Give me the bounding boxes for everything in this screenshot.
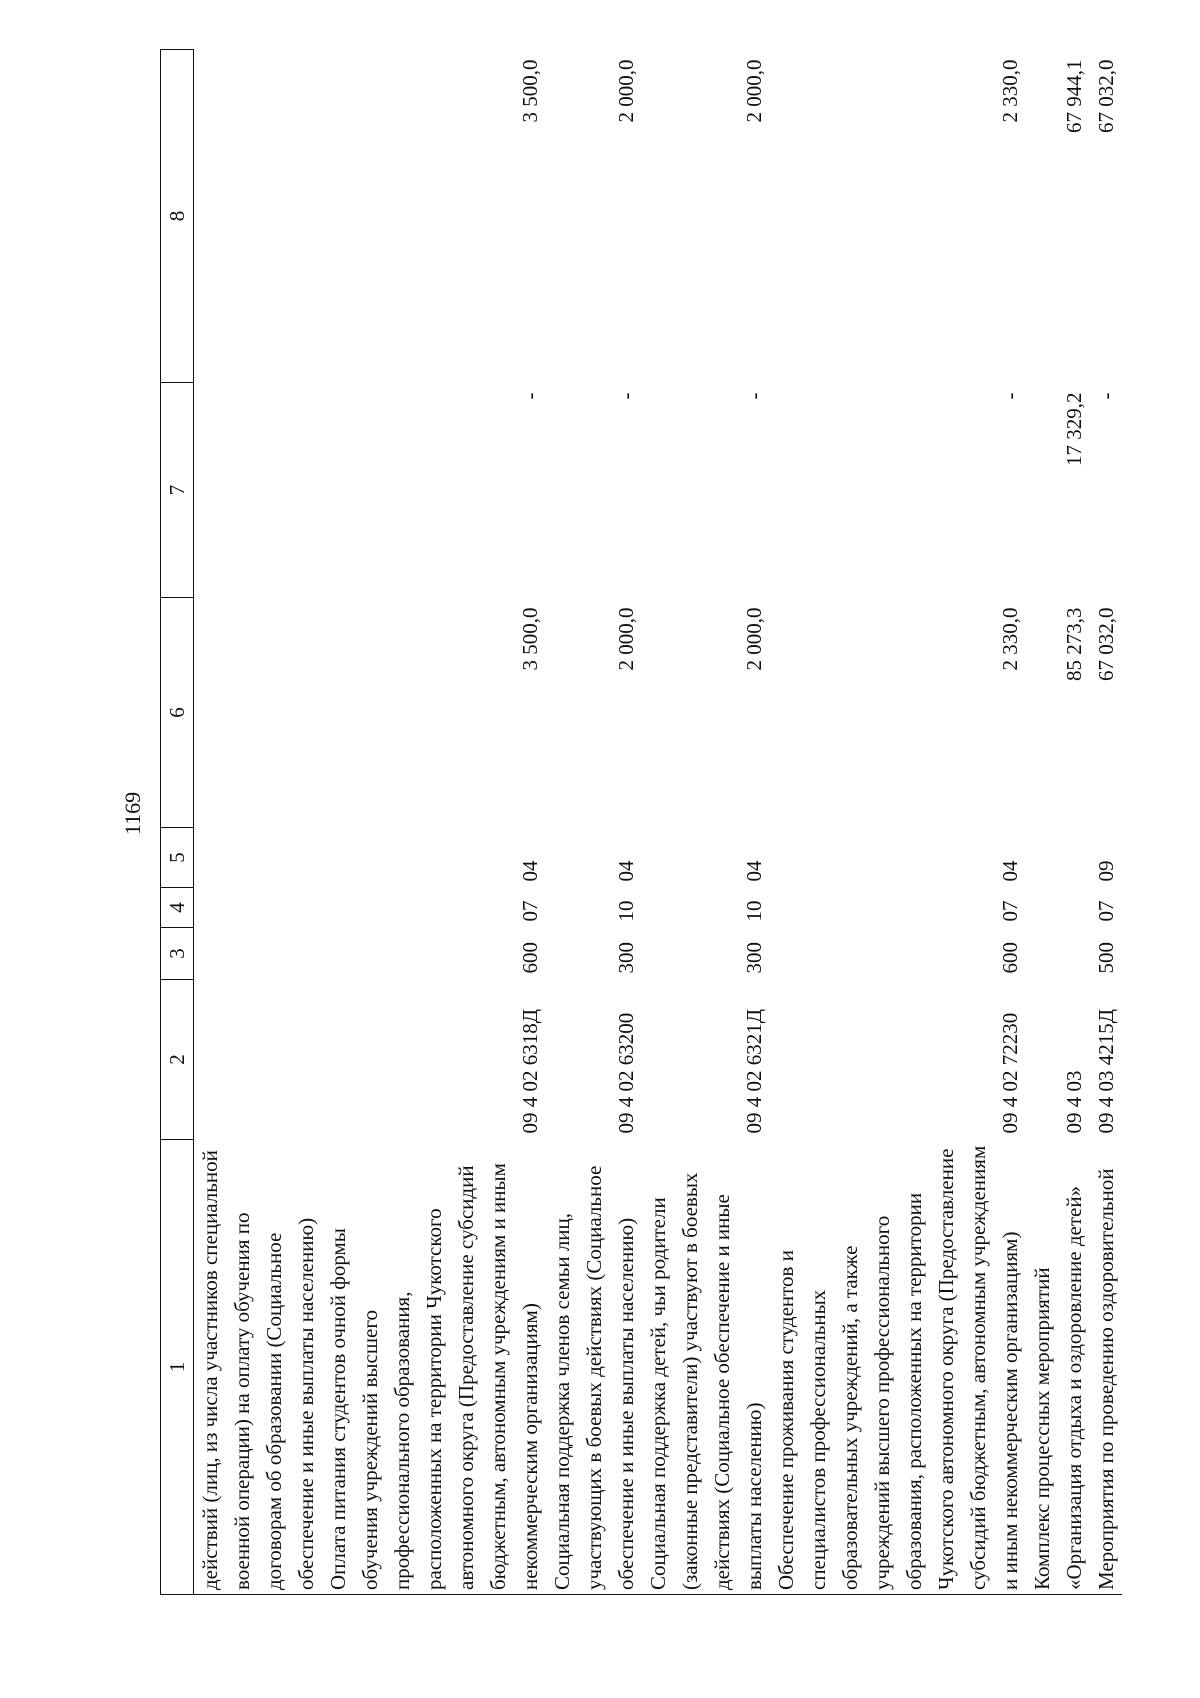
row-col7: - — [742, 392, 766, 400]
row-code: 09 4 02 6321Д — [742, 1008, 766, 1134]
row-col8: 67 944,1 — [1062, 59, 1086, 133]
row-col6: 67 032,0 — [1094, 607, 1118, 681]
header-col-8: 8 — [161, 50, 194, 383]
row-col7: - — [998, 392, 1022, 400]
row-vr: 600 — [998, 942, 1022, 974]
row-col8: 2 000,0 — [614, 59, 638, 123]
row-vr: 300 — [614, 942, 638, 974]
table-row — [1026, 50, 1090, 1595]
row-vr: 300 — [742, 942, 766, 974]
row-vr: 500 — [1094, 942, 1118, 974]
table-row — [1090, 50, 1122, 1595]
header-col-4: 4 — [161, 888, 194, 928]
row-col8 — [194, 50, 323, 383]
row-rz: 10 — [614, 900, 638, 922]
row-pr: 04 — [518, 860, 542, 882]
row-pr: 09 — [1094, 860, 1118, 882]
row-col7: - — [614, 392, 638, 400]
row-col6: 2 330,0 — [998, 607, 1022, 671]
row-code: 09 4 03 — [1062, 1070, 1086, 1134]
row-vr — [1026, 928, 1090, 980]
row-pr — [1026, 828, 1090, 888]
row-code: 09 4 03 4215Д — [1094, 1008, 1118, 1134]
budget-table — [160, 49, 1122, 1595]
row-pr: 04 — [998, 860, 1022, 882]
row-rz: 07 — [1094, 900, 1118, 922]
header-col-3: 3 — [161, 928, 194, 980]
row-col6: 3 500,0 — [518, 607, 542, 671]
row-col6 — [194, 598, 323, 828]
header-col-5: 5 — [161, 828, 194, 888]
row-col8: 3 500,0 — [518, 59, 542, 123]
header-col-7: 7 — [161, 383, 194, 598]
row-vr: 600 — [518, 942, 542, 974]
row-col8: 67 032,0 — [1094, 59, 1118, 133]
row-name: Мероприятия по проведению оздоровительной — [1094, 1168, 1118, 1590]
table-row — [642, 50, 770, 1595]
budget-table-sheet — [160, 50, 1200, 1595]
table-row — [770, 50, 1026, 1595]
row-col8: 2 000,0 — [742, 59, 766, 123]
header-col-1: 1 — [161, 1140, 194, 1595]
row-name: Обеспечение проживания студентов и специалистов профессиональных образовательных учреждений, а также учреждений высшего профессионального образования, расположенных на территории Чукотского автономного округа (Предоставление субсидий бюджетным, автономным учреждениям и иным некоммерческим организациям) — [774, 1145, 1022, 1590]
header-row — [161, 50, 194, 1595]
row-rz: 07 — [518, 900, 542, 922]
row-name: Комплекс процессных мероприятий «Организация отдыха и оздоровление детей» — [1030, 1185, 1086, 1590]
row-pr: 04 — [742, 860, 766, 882]
page-number: 1169 — [120, 791, 145, 835]
row-col7: 17 329,2 — [1062, 392, 1086, 466]
row-vr — [194, 928, 323, 980]
row-col6: 85 273,3 — [1062, 607, 1086, 681]
row-col7: - — [1094, 392, 1118, 400]
row-pr — [194, 828, 323, 888]
row-col6: 2 000,0 — [614, 607, 638, 671]
row-name: действий (лиц, из числа участников специальной военной операции) на оплату обучения по договорам об образовании (Социальное обеспечение и иные выплаты населению) — [198, 1150, 318, 1590]
row-name: Социальная поддержка членов семьи лиц, участвующих в боевых действиях (Социальное обеспечение и иные выплаты населению) — [550, 1165, 638, 1590]
row-code — [194, 980, 323, 1140]
row-rz — [194, 888, 323, 928]
table-row — [546, 50, 642, 1595]
row-col7 — [194, 383, 323, 598]
row-rz: 10 — [742, 900, 766, 922]
table-row — [194, 50, 323, 1595]
row-rz — [1026, 888, 1090, 928]
row-col6: 2 000,0 — [742, 607, 766, 671]
row-code: 09 4 02 63200 — [614, 1012, 638, 1134]
row-name: Оплата питания студентов очной формы обучения учреждений высшего профессионального образования, расположенных на территории Чукотского автономного округа (Предоставление субсидий бюджетным, автономным учреждениям и иным некоммерческим организациям) — [326, 1163, 542, 1590]
row-code: 09 4 02 72230 — [998, 1012, 1022, 1134]
row-pr: 04 — [614, 860, 638, 882]
header-col-6: 6 — [161, 598, 194, 828]
row-name: Социальная поддержка детей, чьи родители (законные представители) участвуют в боевых действиях (Социальное обеспечение и иные выплаты населению) — [646, 1172, 766, 1590]
row-col7: - — [518, 392, 542, 400]
table-row — [322, 50, 546, 1595]
row-code: 09 4 02 6318Д — [518, 1008, 542, 1134]
header-col-2: 2 — [161, 980, 194, 1140]
row-col8: 2 330,0 — [998, 59, 1022, 123]
row-rz: 07 — [998, 900, 1022, 922]
